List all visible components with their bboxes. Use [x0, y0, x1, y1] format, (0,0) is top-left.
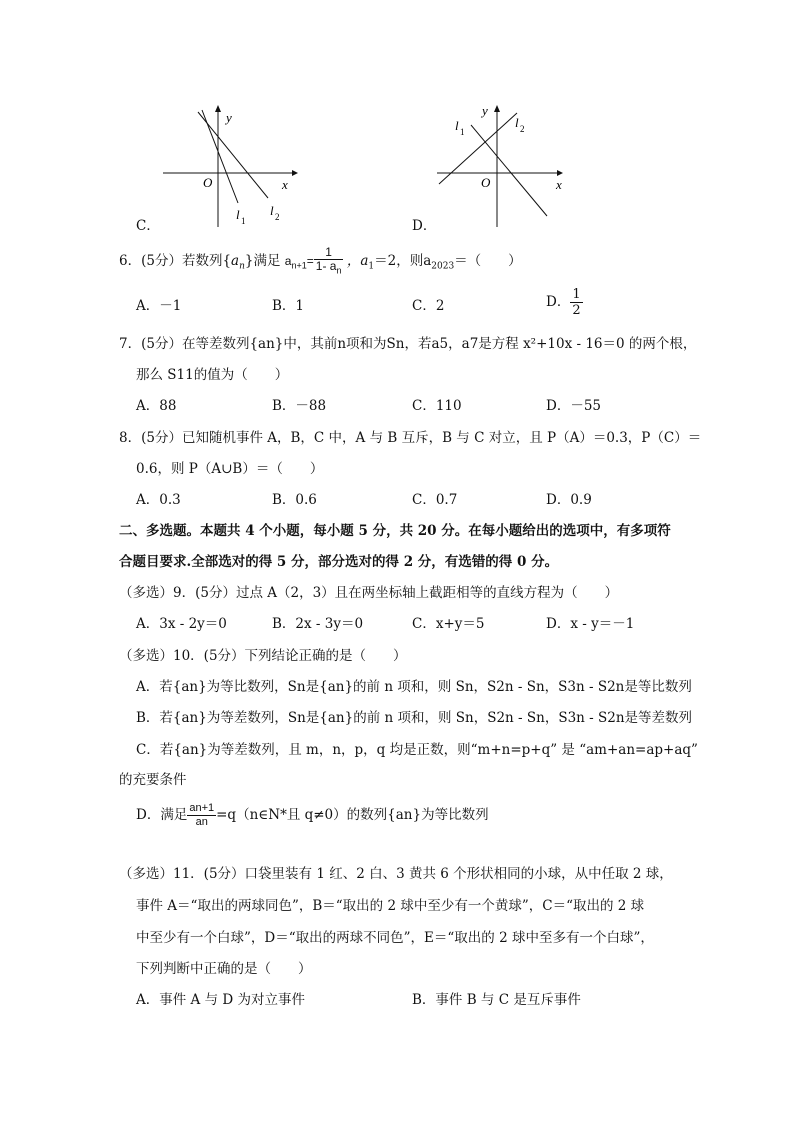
q6-option-a[interactable]: A．－1 — [136, 298, 182, 314]
q6-stem: 6．(5分）若数列$\{a_n\}$满足 $a_{n+1}=$ $\frac{1}{1- a_n}$ ，$a_1=2$，则$a_{2023}=$（ ） — [119, 245, 522, 276]
q9-option-d[interactable]: D．x - y＝－1 — [546, 616, 635, 632]
q10-option-b[interactable]: B．若{an}为等差数列，Sn是{an}的前 n 项和，则 Sn，S2n - Sn，S3n - S2n是等差数列 — [136, 710, 693, 726]
q6-recurrence: $a_{n+1}=$ $\frac{1}{1- a_n}$ — [284, 245, 342, 276]
fig-c-l2-sub: 2 — [275, 212, 280, 222]
fig-d-o: O — [481, 175, 491, 190]
section2-line1: 二、多选题。本题共 4 个小题，每小题 5 分，共 20 分。在每小题给出的选项中，有多项符 — [119, 523, 671, 539]
fig-d-l2: l — [515, 115, 519, 130]
q7-option-c[interactable]: C．110 — [412, 398, 462, 414]
fig-d-l2-sub: 2 — [520, 124, 525, 134]
q11-option-a[interactable]: A．事件 A 与 D 为对立事件 — [136, 992, 305, 1008]
fig-c-label: C． — [136, 218, 160, 234]
q8-option-d[interactable]: D．0.9 — [546, 492, 592, 508]
q9-stem: （多选）9．(5分）过点 A（2，3）且在两坐标轴上截距相等的直线方程为（ ） — [119, 585, 619, 601]
fig-c-x: x — [282, 177, 288, 192]
fig-d-x: x — [556, 177, 562, 192]
fig-d-label: D． — [412, 218, 437, 234]
q11-line2: 事件 A＝“取出的两球同色”，B＝“取出的 2 球中至少有一个黄球”，C＝“取出的 2 球 — [136, 898, 645, 914]
figure-d — [425, 98, 575, 233]
q7-line1: 7．(5分）在等差数列{an}中，其前n项和为Sn，若a5，a7是方程 x²+10x - 16＝0 的两个根， — [119, 336, 697, 352]
q11-line1: （多选）11．(5分）口袋里装有 1 红、2 白、3 黄共 6 个形状相同的小球，从中任取 2 球， — [119, 866, 673, 882]
y-arrow — [494, 105, 500, 112]
fig-c-y: y — [226, 110, 232, 125]
q6-option-c[interactable]: C．2 — [412, 298, 445, 314]
q10-fraction: $\frac{an+1}{an}$ — [189, 802, 215, 828]
q7-option-a[interactable]: A．88 — [136, 398, 177, 414]
y-arrow — [215, 105, 221, 112]
q10-option-d[interactable]: D．满足 $\frac{an+1}{an}$ =q（n∈N*且 q≠0）的数列{an}为等比数列 — [136, 802, 489, 828]
q8-line2: 0.6，则 P（A∪B）＝（ ） — [136, 461, 324, 477]
q8-option-b[interactable]: B．0.6 — [272, 492, 317, 508]
q9-option-c[interactable]: C．x+y＝5 — [412, 616, 485, 632]
q7-option-b[interactable]: B．－88 — [272, 398, 327, 414]
q7-option-d[interactable]: D．－55 — [546, 398, 602, 414]
q10-option-c-cont: 的充要条件 — [119, 772, 187, 788]
x-arrow — [292, 170, 298, 176]
section2-line2: 合题目要求.全部选对的得 5 分，部分选对的得 2 分，有选错的得 0 分。 — [119, 554, 559, 570]
q9-option-a[interactable]: A．3x - 2y＝0 — [136, 616, 227, 632]
q8-line1: 8．(5分）已知随机事件 A，B，C 中，A 与 B 互斥，B 与 C 对立，且 P（A）＝0.3，P（C）＝ — [119, 430, 702, 446]
q11-line4: 下列判断中正确的是（ ） — [136, 961, 312, 977]
q8-option-c[interactable]: C．0.7 — [412, 492, 458, 508]
q11-option-b[interactable]: B．事件 B 与 C 是互斥事件 — [412, 992, 581, 1008]
line-l1 — [471, 125, 547, 216]
fig-c-l1-sub: 1 — [241, 216, 246, 226]
q8-option-a[interactable]: A．0.3 — [136, 492, 181, 508]
fig-d-l1: l — [455, 118, 459, 133]
fig-c-l1: l — [236, 207, 240, 222]
q10-stem: （多选）10．(5分）下列结论正确的是（ ） — [119, 648, 407, 664]
x-arrow — [557, 170, 563, 176]
fig-d-l1-sub: 1 — [460, 127, 465, 137]
fig-c-l2: l — [270, 203, 274, 218]
fig-c-o: O — [203, 175, 213, 190]
q6-option-b[interactable]: B．1 — [272, 298, 305, 314]
q7-line2: 那么 S11的值为（ ） — [136, 367, 289, 383]
q9-option-b[interactable]: B．2x - 3y＝0 — [272, 616, 364, 632]
q11-line3: 中至少有一个白球”，D＝“取出的两球不同色”，E＝“取出的 2 球中至多有一个白球”， — [136, 930, 654, 946]
q10-option-c[interactable]: C．若{an}为等差数列，且 m，n，p，q 均是正数，则“m+n=p+q” 是 “am+an=ap+aq” — [136, 742, 698, 758]
q6-option-d[interactable]: D． $\frac{1}{2}$ — [546, 287, 581, 318]
q10-option-a[interactable]: A．若{an}为等比数列，Sn是{an}的前 n 项和，则 Sn，S2n - Sn，S3n - S2n是等比数列 — [136, 679, 692, 695]
q6-fraction: $\frac{1}{1- a_n}$ — [315, 245, 342, 276]
fig-d-y: y — [482, 103, 488, 118]
